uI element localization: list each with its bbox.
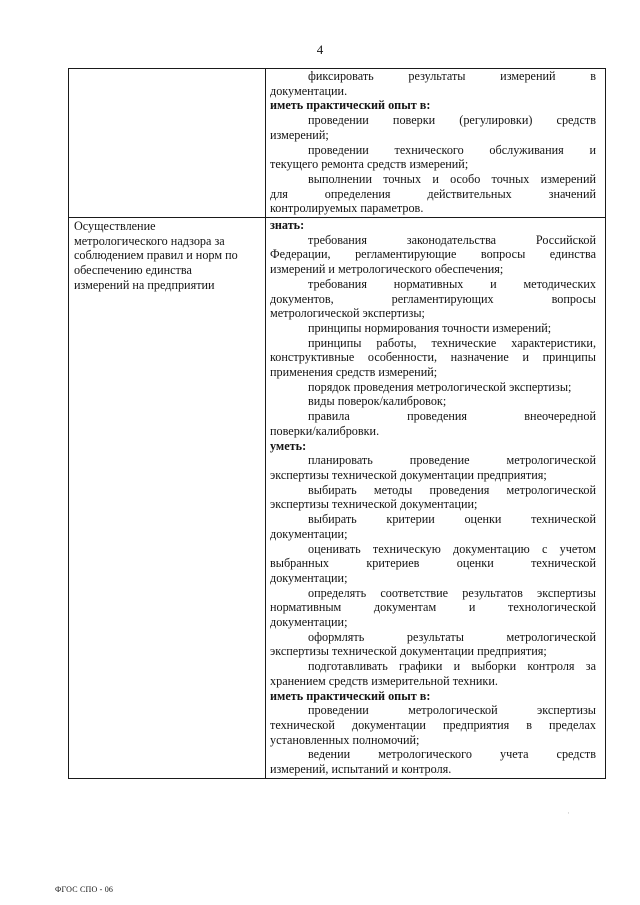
section-heading-practice: иметь практический опыт в: (270, 98, 431, 113)
table-row (69, 69, 606, 218)
text-line: выполнении точных и особо точных измерений (308, 171, 596, 186)
activity-line: измерений на предприятии (74, 277, 215, 292)
text-line: принципы работы, технические характеристики, (308, 335, 596, 350)
requirements-cell (266, 218, 606, 779)
text-line: поверки/калибровки. (270, 423, 380, 438)
text-line: фиксировать результаты измерений в (308, 69, 596, 83)
text-line: для определения действительных значений (270, 186, 596, 201)
text-line: проведении технического обслуживания и (308, 142, 596, 157)
text-line: документации; (270, 570, 348, 585)
text-line: ведении метрологического учета средств (308, 747, 596, 762)
activity-line: соблюдением правил и норм по (74, 248, 238, 263)
text-line: оценивать техническую документацию с учетом (308, 541, 596, 556)
text-line: выбирать критерии оценки технической (308, 512, 596, 527)
text-line: технической документации предприятия в пределах (270, 717, 596, 732)
text-line: определять соответствие результатов экспертизы (308, 585, 596, 600)
scan-mark: · (567, 808, 570, 818)
footer-label: ФГОС СПО - 06 (55, 885, 114, 894)
activity-cell (69, 69, 266, 218)
text-line: требования законодательства Российской (308, 232, 596, 247)
text-line: выбранных критериев оценки технической (270, 556, 596, 571)
text-line: виды поверок/калибровок; (308, 394, 447, 409)
competency-table (68, 68, 606, 779)
section-heading-practice: иметь практический опыт в: (270, 688, 431, 703)
text-line: контролируемых параметров. (270, 201, 424, 216)
text-line: документации. (270, 83, 348, 98)
text-line: измерений; (270, 127, 329, 142)
text-line: оформлять результаты метрологической (308, 629, 596, 644)
activity-cell (69, 218, 266, 779)
text-line: измерений и метрологического обеспечения; (270, 262, 504, 277)
text-line: экспертизы технической документации предприятия; (270, 644, 547, 659)
table-row (69, 218, 606, 779)
text-line: измерений, испытаний и контроля. (270, 762, 452, 777)
text-line: планировать проведение метрологической (308, 453, 596, 468)
text-line: экспертизы технической документации; (270, 497, 478, 512)
text-line: документации; (270, 526, 348, 541)
text-line: подготавливать графики и выборки контроля за (308, 659, 596, 674)
text-line: проведении поверки (регулировки) средств (308, 113, 596, 128)
text-line: текущего ремонта средств измерений; (270, 157, 469, 172)
activity-line: Осуществление (74, 219, 156, 234)
text-line: требования нормативных и методических (308, 276, 596, 291)
text-line: проведении метрологической экспертизы (308, 703, 596, 718)
requirements-cell (266, 69, 606, 218)
text-line: установленных полномочий; (270, 732, 420, 747)
text-line: Федерации, регламентирующие вопросы единства (270, 247, 596, 262)
text-line: метрологической экспертизы; (270, 306, 425, 321)
activity-line: метрологического надзора за (74, 233, 225, 248)
text-line: экспертизы технической документации предприятия; (270, 467, 547, 482)
activity-line: обеспечению единства (74, 263, 192, 278)
text-line: применения средств измерений; (270, 365, 438, 380)
text-line: нормативным документам и технологической (270, 600, 596, 615)
text-line: хранением средств измерительной техники. (270, 673, 498, 688)
text-line: конструктивные особенности, назначение и принципы (270, 350, 596, 365)
text-line: документации; (270, 615, 348, 630)
text-line: принципы нормирования точности измерений; (308, 320, 552, 335)
section-heading-able: уметь: (270, 438, 307, 453)
text-line: порядок проведения метрологической экспертизы; (308, 379, 572, 394)
page-number: 4 (316, 42, 324, 57)
text-line: правила проведения внеочередной (308, 409, 596, 424)
text-line: документов, регламентирующих вопросы (270, 291, 596, 306)
text-line: выбирать методы проведения метрологической (308, 482, 596, 497)
section-heading-know: знать: (270, 218, 305, 233)
